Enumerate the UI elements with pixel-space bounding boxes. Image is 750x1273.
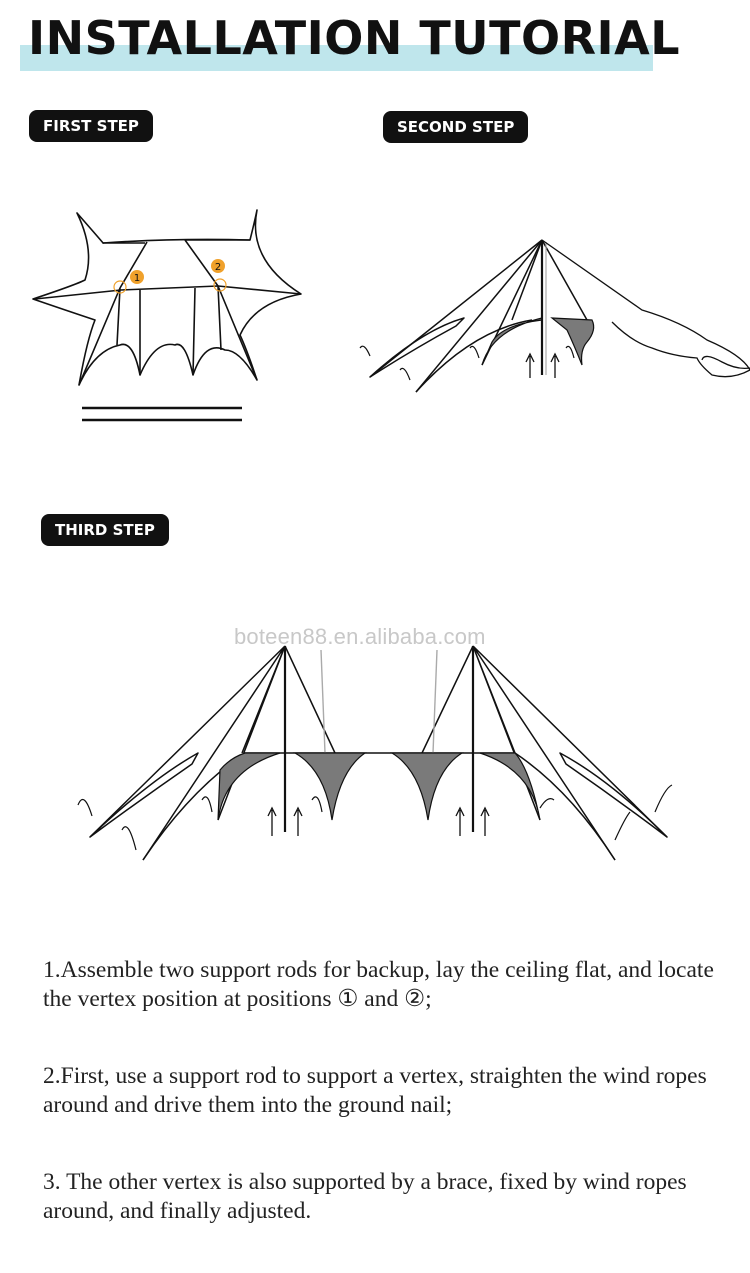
rods — [82, 408, 242, 420]
marker-1-label: 1 — [133, 273, 141, 284]
watermark: boteen88.en.alibaba.com — [234, 624, 486, 649]
third-step-illustration — [70, 640, 680, 870]
marker-2 — [211, 259, 225, 273]
second-step-illustration — [352, 230, 750, 400]
first-step-illustration — [25, 200, 315, 430]
canopy-panels — [218, 753, 540, 820]
step-badge-third: THIRD STEP — [41, 514, 169, 546]
marker-2-label: 2 — [214, 262, 222, 273]
step-badge-first: FIRST STEP — [29, 110, 153, 142]
ground-nails — [78, 785, 672, 850]
canopy-outline — [33, 210, 301, 385]
step-badge-second: SECOND STEP — [383, 111, 528, 143]
instruction-3: 3. The other vertex is also supported by a brace, fixed by wind ropes around, and finally adjusted. — [43, 1169, 687, 1224]
instruction-2: 2.First, use a support rod to support a vertex, straighten the wind ropes around and drive them into the ground nail; — [43, 1063, 707, 1118]
page-title: INSTALLATION TUTORIAL — [28, 11, 681, 65]
marker-1 — [130, 270, 144, 284]
instruction-1: 1.Assemble two support rods for backup, lay the ceiling flat, and locate the vertex position at positions ① and ②; — [43, 957, 714, 1012]
canopy-panel — [552, 318, 594, 365]
title-block — [0, 0, 750, 80]
